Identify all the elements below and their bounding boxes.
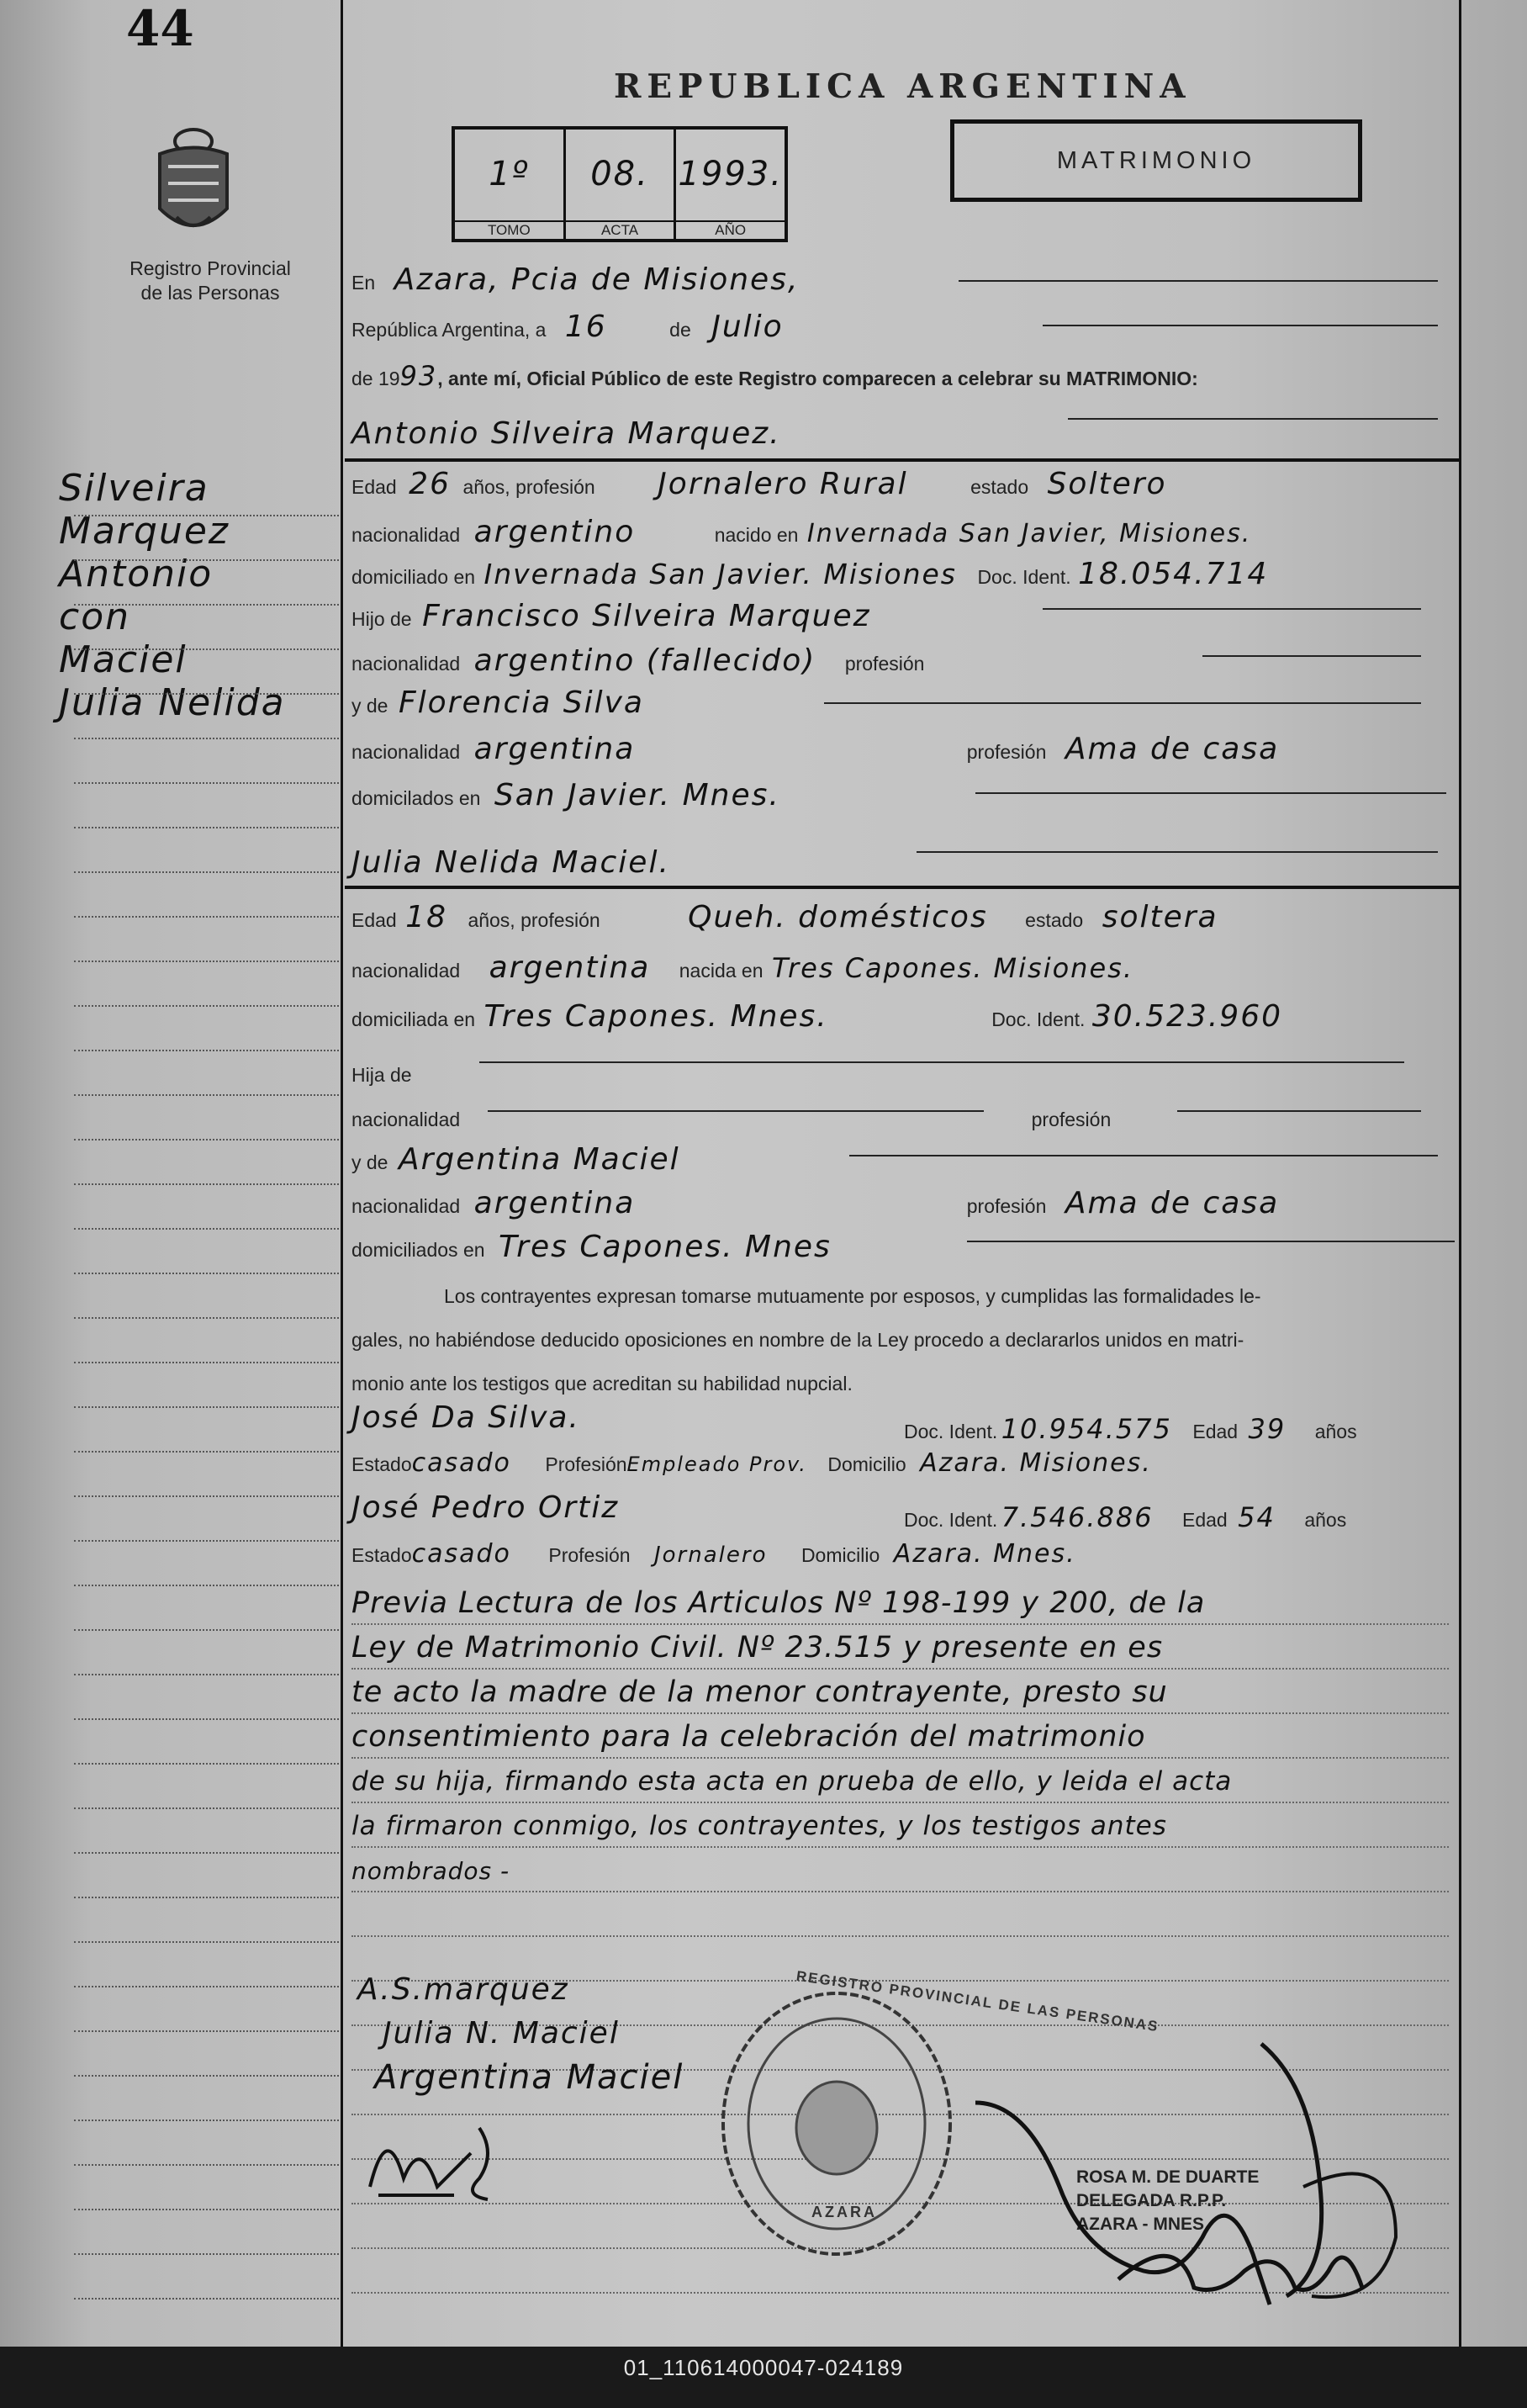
- groom-mother-nac-row: nacionalidad argentina profesión Ama de casa: [351, 732, 1280, 766]
- margin-ruled-line: [74, 2120, 339, 2121]
- registry-stamp-text: REGISTRO PROVINCIAL DE LAS PERSONAS: [795, 1967, 1160, 2035]
- body-ruled-line: [351, 1891, 1449, 1892]
- margin-ruled-line: [74, 916, 339, 918]
- marriage-year: 93: [399, 360, 438, 392]
- margin-ruled-line: [74, 1050, 339, 1051]
- witness-2-address: Azara. Mnes.: [893, 1539, 1076, 1569]
- bride-parents-dom-row: domiciliados en Tres Capones. Mnes: [351, 1230, 832, 1264]
- margin-ruled-line: [74, 1139, 339, 1140]
- remarks-text: Previa Lectura de los Articulos Nº 198-199 y 200, de la Ley de Matrimonio Civil. Nº 23.515 y presente en es te acto la madre de la menor contrayente, presto su consentimiento para la celebración del matrimonio de su hija, firmando esta acta en prueba de ello, y leida el acta la firmaron conmigo, los contrayentes, y los testigos antes nombrados -: [351, 1586, 1233, 1885]
- groom-nac-row: nacionalidad argentino nacido en Invernada San Javier, Misiones.: [351, 515, 1252, 549]
- signature-groom: A.S.marquez: [357, 1972, 569, 2007]
- margin-ruled-line: [74, 693, 339, 695]
- intro-compare-row: de 1993, ante mí, Oficial Público de este Registro comparecen a celebrar su MATRIMONIO:: [351, 360, 1198, 392]
- body-ruled-line: [351, 1846, 1449, 1848]
- groom-doc-id: 18.054.714: [1078, 557, 1269, 591]
- groom-father-row: Hijo de Francisco Silveira Marquez: [351, 599, 871, 633]
- groom-father-nationality: argentino (fallecido): [473, 643, 816, 678]
- bride-mother-name: Argentina Maciel: [398, 1142, 680, 1177]
- witness-1-detail-row: Estadocasado ProfesiónEmpleado Prov. Domicilio Azara. Misiones.: [351, 1448, 1152, 1478]
- margin-ruled-line: [74, 515, 339, 516]
- registry-name: Registro Provincial de las Personas: [129, 257, 291, 304]
- margin-note: Silveira Marquez Antonio con Maciel Julia Nelida: [59, 467, 286, 724]
- margin-ruled-line: [74, 1807, 339, 1809]
- witness-1-profession: Empleado Prov.: [626, 1453, 807, 1476]
- file-id-caption: 01_110614000047-024189: [623, 2355, 904, 2380]
- official-stamp: ROSA M. DE DUARTE DELEGADA R.P.P. AZARA - MNES: [1076, 2167, 1260, 2234]
- intro-date-row: República Argentina, a 16 de Julio: [351, 310, 784, 344]
- witness-2-civil-status: casado: [411, 1539, 511, 1569]
- groom-mother-row: y de Florencia Silva: [351, 685, 644, 720]
- bride-edad-row: Edad 18 años, profesión Queh. domésticos estado soltera: [351, 900, 1218, 934]
- margin-ruled-line: [74, 1317, 339, 1319]
- witness-2-detail-row: Estadocasado Profesión Jornalero Domicilio Azara. Mnes.: [351, 1539, 1076, 1569]
- body-ruled-line: [351, 1935, 1449, 1937]
- margin-ruled-line: [74, 1451, 339, 1453]
- acta-cell: 08. ACTA: [566, 130, 677, 239]
- groom-mother-name: Florencia Silva: [398, 685, 644, 720]
- bride-nac-row: nacionalidad argentina nacida en Tres Capones. Misiones.: [351, 950, 1133, 985]
- groom-mother-profession: Ama de casa: [1065, 732, 1280, 766]
- margin-ruled-line: [74, 1986, 339, 1987]
- groom-mother-nationality: argentina: [473, 732, 636, 766]
- tomo-cell: 1º TOMO: [455, 130, 566, 239]
- bride-father-nac-row: nacionalidad profesión: [351, 1109, 1112, 1130]
- margin-ruled-line: [74, 738, 339, 739]
- margin-ruled-line: [74, 827, 339, 828]
- signature-bride: Julia N. Maciel: [383, 2016, 620, 2051]
- body-ruled-line: [351, 1623, 1449, 1625]
- witness-1-doc: 10.954.575: [1001, 1413, 1172, 1445]
- witness-1-row: [351, 1400, 580, 1435]
- groom-father-name: Francisco Silveira Marquez: [422, 599, 871, 633]
- ano-cell: 1993. AÑO: [676, 130, 785, 239]
- witness-signature-scribbles: [353, 2103, 521, 2212]
- margin-ruled-line: [74, 2298, 339, 2300]
- groom-birthplace: Invernada San Javier, Misiones.: [806, 519, 1252, 548]
- bride-name: Julia Nelida Maciel.: [351, 845, 670, 880]
- body-ruled-line: [351, 1712, 1449, 1714]
- bride-nationality: argentina: [489, 950, 651, 985]
- margin-ruled-line: [74, 1094, 339, 1096]
- signature-bride-mother: Argentina Maciel: [374, 2058, 684, 2097]
- bride-mother-row: y de Argentina Maciel: [351, 1142, 680, 1177]
- doc-type-box: [950, 119, 1362, 202]
- groom-father-nac-row: nacionalidad argentino (fallecido) profesión: [351, 643, 925, 678]
- margin-ruled-line: [74, 782, 339, 784]
- witness-2-age: 54: [1238, 1501, 1276, 1533]
- witness-2-doc: 7.546.886: [1001, 1501, 1154, 1533]
- margin-ruled-line: [74, 1005, 339, 1007]
- witness-1-civil-status: casado: [411, 1448, 511, 1478]
- witness-1-address: Azara. Misiones.: [920, 1448, 1152, 1478]
- register-page: 44 Registro Provincial de las Personas REPUBLICA ARGENTINA MATRIMONIO 1º TOMO 08. ACTA 1993. AÑO Silveira Marquez Antonio con Maciel Julia Nelida En Azara, Pcia de Misiones, República Argentina, a 16 de Julio de 1993, ante mí, Oficial Público de este Registro comparecen a celebrar su MATRIMONIO: Antonio Silveira Marquez. Edad 26 años, profesión Jornalero Rural estado Soltero nacionalidad argentino nacido en Invernada San Javier, Misiones. domiciliado en Invernada San Javier. Misiones Doc. Ident. 18.054.714 Hijo de Francisco Silveira Marquez nacionalidad argentino (fallecido) profesión y de Florencia Silva nacionalidad argentina profesión Ama de casa domicilados en San Javier. Mnes. Julia Nelida Maciel. Edad 18 años, profesión Queh. domésticos estado soltera nacionalidad argentina nacida en Tres Capones. Misiones. domiciliada en Tres Capones. Mnes. Doc. Ident. 30.523.960 Hija de nacionalidad profesión y de Argentina Maciel nacionalidad argentina profesión Ama de casa domiciliados en Tres Capones. Mnes Los contrayentes expresan tomarse mutuamente por esposos, y cumplidas las formalidades le- gales, no habiéndose deducido oposiciones en nombre de la Ley procedo a declararlos unidos en matri- monio ante los testigos que acreditan su habilidad nupcial. José Da Silva. Doc. Ident. 10.954.575 Edad 39 años Estadocasado ProfesiónEmpleado Prov. Domicilio Azara. Misiones. José Pedro Ortiz Doc. Ident. 7.546.886 Edad 54 años Estadocasado Profesión Jornalero Domicilio Azara. Mnes. Previa Lectura de los Articulos Nº 198-199 y 200, de la Ley de Matrimonio Civil. Nº 23.515 y presente en es te acto la madre de la menor contrayente, presto su consentimiento para la celebración del matrimonio de su hija, firmando esta acta en prueba de ello, y leida el acta la firmaron conmigo, los contrayentes, y los testigos antes nombrados - A.S.marquez Julia N. Maciel Argentina Maciel REGISTRO PROVINCIAL DE LAS PERSONAS AZARA ROSA M. DE DUARTE DELEGADA R.P.P. AZARA - MNES: [0, 0, 1527, 2347]
- margin-ruled-line: [74, 1718, 339, 1720]
- groom-profession: Jornalero Rural: [658, 467, 908, 501]
- groom-parents-address: San Javier. Mnes.: [494, 778, 780, 812]
- reference-box: [452, 126, 788, 242]
- declaration-text: Los contrayentes expresan tomarse mutuamente por esposos, y cumplidas las formalidades le- gales, no habiéndose deducido oposiciones en nombre de la Ley procedo a declararlos unidos en matri- monio ante los testigos que acreditan su habilidad nupcial.: [351, 1285, 1261, 1395]
- margin-ruled-line: [74, 559, 339, 561]
- witness-2-name: José Pedro Ortiz: [351, 1490, 620, 1525]
- margin-ruled-line: [74, 1763, 339, 1765]
- bride-parents-address: Tres Capones. Mnes: [498, 1230, 832, 1264]
- bride-mother-nac-row: nacionalidad argentina profesión Ama de casa: [351, 1186, 1280, 1220]
- body-ruled-line: [351, 1668, 1449, 1670]
- margin-ruled-line: [74, 2164, 339, 2166]
- country-title: REPUBLICA ARGENTINA: [614, 67, 1191, 106]
- witness-2-profession: Jornalero: [653, 1543, 768, 1568]
- margin-ruled-line: [74, 1540, 339, 1542]
- coat-of-arms-icon: [143, 116, 244, 242]
- bride-address: Tres Capones. Mnes.: [483, 999, 828, 1034]
- margin-divider: [341, 0, 343, 2347]
- margin-ruled-line: [74, 648, 339, 650]
- body-ruled-line: [351, 1757, 1449, 1759]
- margin-ruled-line: [74, 1362, 339, 1363]
- page-number: 44: [126, 0, 194, 57]
- groom-parents-dom-row: domicilados en San Javier. Mnes.: [351, 778, 780, 812]
- bride-age: 18: [405, 900, 447, 934]
- witness-1-age: 39: [1248, 1413, 1287, 1445]
- margin-ruled-line: [74, 1674, 339, 1675]
- margin-ruled-line: [74, 2075, 339, 2077]
- margin-ruled-line: [74, 1228, 339, 1230]
- margin-ruled-line: [74, 1406, 339, 1408]
- groom-address: Invernada San Javier. Misiones: [483, 558, 957, 590]
- bride-civil-status: soltera: [1102, 900, 1218, 934]
- bride-father-row: Hija de: [351, 1064, 412, 1086]
- margin-ruled-line: [74, 1183, 339, 1185]
- intro-place-row: En Azara, Pcia de Misiones,: [351, 262, 800, 297]
- margin-ruled-line: [74, 1629, 339, 1631]
- groom-dom-row: domiciliado en Invernada San Javier. Misiones Doc. Ident. 18.054.714: [351, 557, 1269, 591]
- bride-profession: Queh. domésticos: [688, 900, 988, 934]
- groom-nationality: argentino: [473, 515, 636, 549]
- margin-ruled-line: [74, 961, 339, 962]
- groom-edad-row: Edad 26 años, profesión Jornalero Rural estado Soltero: [351, 467, 1167, 501]
- margin-ruled-line: [74, 604, 339, 606]
- witness-1-name: José Da Silva.: [351, 1400, 580, 1435]
- margin-ruled-line: [74, 2209, 339, 2210]
- margin-ruled-line: [74, 2030, 339, 2032]
- margin-ruled-line: [74, 1585, 339, 1586]
- groom-civil-status: Soltero: [1047, 467, 1167, 501]
- groom-name: Antonio Silveira Marquez.: [351, 416, 781, 451]
- margin-ruled-line: [74, 1941, 339, 1943]
- margin-ruled-line: [74, 1495, 339, 1497]
- marriage-place: Azara, Pcia de Misiones,: [394, 262, 800, 297]
- marriage-day: 16: [564, 310, 607, 344]
- margin-ruled-line: [74, 1273, 339, 1274]
- margin-ruled-line: [74, 1852, 339, 1854]
- marriage-month: Julio: [711, 310, 784, 344]
- right-border: [1459, 0, 1461, 2347]
- margin-ruled-line: [74, 871, 339, 873]
- margin-ruled-line: [74, 2253, 339, 2255]
- doc-type-label: MATRIMONIO: [1056, 146, 1256, 174]
- bride-mother-nationality: argentina: [473, 1186, 636, 1220]
- margin-ruled-line: [74, 1897, 339, 1898]
- groom-age: 26: [409, 467, 451, 501]
- bride-doc-id: 30.523.960: [1091, 999, 1282, 1034]
- signatures: [357, 1968, 684, 2099]
- registry-stamp-place: AZARA: [811, 2204, 877, 2220]
- bride-birthplace: Tres Capones. Misiones.: [771, 952, 1133, 984]
- body-ruled-line: [351, 1802, 1449, 1803]
- bride-dom-row: domiciliada en Tres Capones. Mnes. Doc. Ident. 30.523.960: [351, 999, 1282, 1034]
- official-signature: [925, 2019, 1446, 2330]
- bride-mother-profession: Ama de casa: [1065, 1186, 1280, 1220]
- witness-2-row: [351, 1490, 619, 1525]
